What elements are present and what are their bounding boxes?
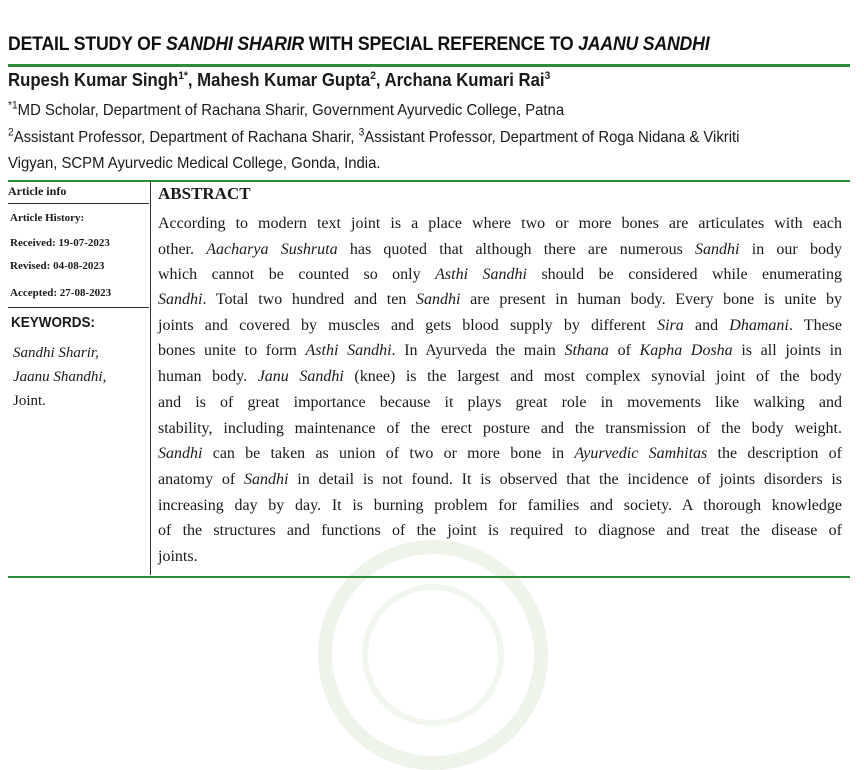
article-history-label: Article History:	[10, 212, 85, 224]
author-list: Rupesh Kumar Singh$^{1*}$, Mahesh Kumar Gupta$^2$, Archana Kumari Rai$^3$	[8, 70, 551, 90]
article-info-heading: Article info	[8, 184, 67, 198]
abstract-line: stability, including maintenance of the erect posture and the transmission of the body weight.	[158, 420, 842, 437]
abstract-line: other. Aacharya Sushruta has quoted that although there are numerous Sandhi in our body	[158, 241, 843, 258]
keyword-item: Sandhi Sharir,	[13, 345, 99, 361]
keyword-item: Jaanu Shandhi,	[13, 369, 107, 385]
affiliation-line-2: $^2$Assistant Professor, Department of Rachana Sharir, $^3$Assistant Professor, Department of Roga Nidana & Vikriti	[8, 126, 740, 146]
article-info-rule	[8, 203, 149, 204]
affiliation-line-1: $^{*1}$MD Scholar, Department of Rachana Sharir, Government Ayurvedic College, Patna	[8, 99, 565, 119]
affiliation-line-3: Vigyan, SCPM Ayurvedic Medical College, Gonda, India.	[8, 155, 381, 172]
abstract-line: bones unite to form Asthi Sandhi. In Ayurveda the main Sthana of Kapha Dosha is all joints in	[158, 342, 843, 359]
abstract-line: joints and covered by muscles and gets blood supply by different Sira and Dhamani. These	[158, 317, 842, 334]
abstract-line: of the structures and functions of the joint is required to diagnose and treat the disease of	[158, 522, 842, 539]
accepted-date: Accepted: 27-08-2023	[10, 287, 112, 299]
abstract-line: increasing day by day. It is burning problem for families and society. A thorough knowledge	[158, 497, 842, 514]
title-divider	[8, 64, 850, 67]
received-date: Received: 19-07-2023	[10, 237, 110, 249]
abstract-line: Sandhi. Total two hundred and ten Sandhi are present in human body. Every bone is unite by	[158, 291, 842, 308]
keywords-rule	[8, 307, 149, 308]
keyword-item: Joint.	[13, 393, 46, 409]
journal-seal-inner-ring	[362, 584, 504, 726]
abstract-line: human body. Janu Sandhi (knee) is the largest and most complex synovial joint of the body	[158, 368, 843, 385]
revised-date: Revised: 04-08-2023	[10, 260, 105, 272]
abstract-line: Sandhi can be taken as union of two or more bone in Ayurvedic Samhitas the description of	[158, 445, 843, 462]
abstract-line: anatomy of Sandhi in detail is not found. It is observed that the incidence of joints disorders is	[158, 471, 843, 488]
header-divider	[8, 180, 850, 182]
abstract-line: According to modern text joint is a place where two or more bones are articulates with each	[158, 215, 842, 232]
column-divider	[150, 182, 151, 575]
abstract-line: which cannot be counted so only Asthi Sandhi should be considered while enumerating	[158, 266, 843, 283]
abstract-line: joints.	[158, 548, 198, 565]
journal-seal-watermark	[318, 540, 548, 770]
abstract-heading: ABSTRACT	[158, 184, 251, 203]
keywords-heading: KEYWORDS:	[11, 314, 96, 331]
abstract-line: and is of great importance because it plays great role in movements like walking and	[158, 394, 842, 411]
paper-title: DETAIL STUDY OF SANDHI SHARIR WITH SPECIAL REFERENCE TO JAANU SANDHI	[8, 34, 710, 55]
footer-divider	[8, 576, 850, 578]
